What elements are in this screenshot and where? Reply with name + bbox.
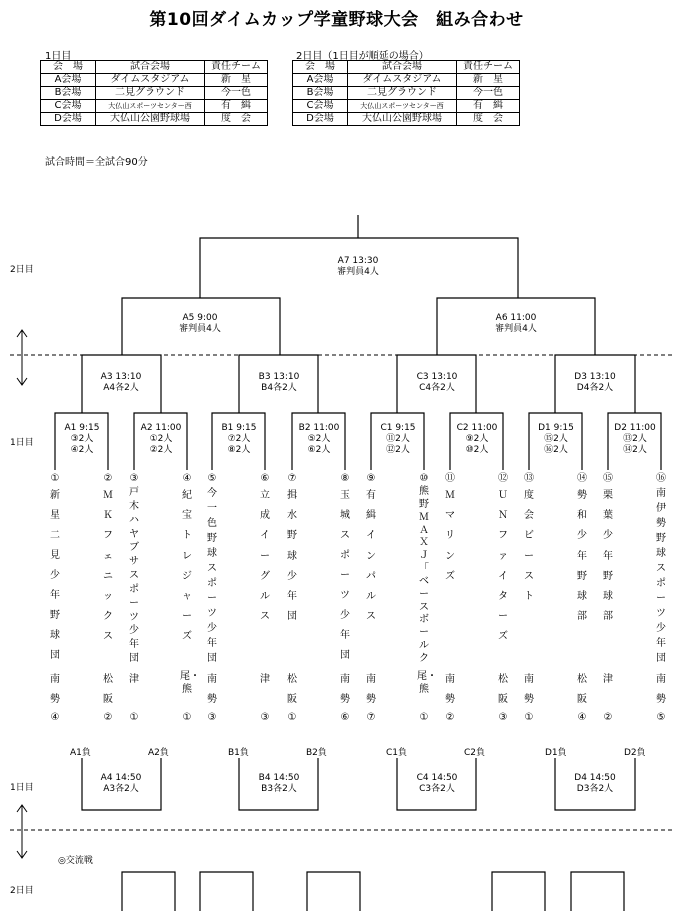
team-region: 南勢 — [656, 674, 666, 705]
match-A5: A5 9:00 審判員4人 — [179, 313, 221, 334]
header-team: 責任チーム — [457, 61, 520, 74]
venue-cell: D会場 — [293, 113, 348, 126]
team-cell: 新 星 — [457, 74, 520, 87]
day2-table-caption: 2日目（1日目が順延の場合） — [296, 51, 429, 62]
loser-label: D1負 — [545, 748, 567, 758]
loser-label: D2負 — [624, 748, 646, 758]
day-label-1: 1日目 — [10, 783, 34, 793]
team-referee-count: ③ — [207, 712, 217, 723]
header-field: 試合会場 — [348, 61, 457, 74]
team-column — [654, 472, 668, 666]
team-region: 津 — [129, 674, 139, 685]
day-label-2: 2日目 — [10, 265, 34, 275]
field-cell: 大仏山公園野球場 — [348, 113, 457, 126]
team-number: ① — [50, 473, 60, 484]
team-column — [338, 472, 352, 666]
team-name: 勢 和 少 年 野 球 部 — [577, 490, 587, 623]
team-cell: 新 星 — [205, 74, 268, 87]
team-number: ③ — [129, 473, 139, 484]
team-region: 松阪 — [103, 674, 113, 705]
loser-label: C2負 — [464, 748, 486, 758]
team-column — [127, 472, 141, 666]
team-region: 南勢 — [50, 674, 60, 705]
match-A2: A2 11:00 ①2人 ②2人 — [140, 423, 182, 455]
team-referee-count: ① — [524, 712, 534, 723]
team-name: 今 一 色 野 球 ス ポ ー ツ 少 年 団 — [207, 488, 217, 664]
loser-label: B2負 — [306, 748, 327, 758]
match-A7: A7 13:30 審判員4人 — [337, 256, 379, 277]
team-number: ⑭ — [577, 473, 587, 484]
team-referee-count: ① — [419, 712, 429, 723]
match-C4: C4 14:50 C3各2人 — [416, 773, 458, 794]
team-region: 松阪 — [498, 674, 508, 705]
match-D2: D2 11:00 ⑬2人 ⑭2人 — [614, 423, 656, 455]
exchange-games-label: ◎交流戦 — [58, 856, 93, 866]
field-cell: 大仏山スポーツセンター西 — [348, 100, 457, 113]
team-referee-count: ② — [603, 712, 613, 723]
match-A4: A4 14:50 A3各2人 — [100, 773, 142, 794]
team-referee-count: ① — [129, 712, 139, 723]
match-A6: A6 11:00 審判員4人 — [495, 313, 537, 334]
team-region: 松阪 — [287, 674, 297, 705]
field-cell: 大仏山公園野球場 — [96, 113, 205, 126]
venue-cell: D会場 — [41, 113, 96, 126]
team-name: 揖 水 野 球 少 年 団 — [287, 490, 297, 623]
team-name: 玉 城 ス ポ ー ツ 少 年 団 — [340, 490, 350, 661]
team-column — [364, 472, 378, 627]
match-B1: B1 9:15 ⑦2人 ⑧2人 — [221, 423, 257, 455]
header-venue: 会 場 — [293, 61, 348, 74]
team-column — [522, 472, 536, 607]
venue-cell: A会場 — [41, 74, 96, 87]
team-referee-count: ⑦ — [366, 712, 376, 723]
team-cell: 今一色 — [205, 87, 268, 100]
match-D3: D3 13:10 D4各2人 — [574, 372, 616, 393]
match-A3: A3 13:10 A4各2人 — [100, 372, 142, 393]
team-number: ② — [103, 473, 113, 484]
team-region: 津 — [603, 674, 613, 685]
team-name: 有 緝 イ ン パ ル ス — [366, 490, 376, 623]
match-A1: A1 9:15 ③2人 ④2人 — [64, 423, 100, 455]
day-label-1: 1日目 — [10, 438, 34, 448]
venue-cell: B会場 — [41, 87, 96, 100]
team-cell: 今一色 — [457, 87, 520, 100]
team-column — [48, 472, 62, 666]
team-name: 立 成 イ ー グ ル ス — [260, 490, 270, 623]
loser-label: B1負 — [228, 748, 249, 758]
loser-label: C1負 — [386, 748, 408, 758]
game-duration: 試合時間＝全試合90分 — [45, 157, 148, 168]
team-referee-count: ③ — [260, 712, 270, 723]
team-region: 津 — [260, 674, 270, 685]
team-region: 南勢 — [445, 674, 455, 705]
team-referee-count: ① — [287, 712, 297, 723]
team-cell: 度 会 — [205, 113, 268, 126]
venue-cell: A会場 — [293, 74, 348, 87]
team-referee-count: ⑤ — [656, 712, 666, 723]
team-number: ⑮ — [603, 473, 613, 484]
team-cell: 有 緝 — [205, 100, 268, 113]
team-referee-count: ④ — [577, 712, 587, 723]
header-team: 責任チーム — [205, 61, 268, 74]
team-number: ⑯ — [656, 473, 666, 484]
day1-table-caption: 1日目 — [45, 51, 72, 62]
team-name: 新 星 二 見 少 年 野 球 団 — [50, 490, 60, 661]
team-column — [101, 472, 115, 648]
team-name: Ｕ Ｎ フ ァ イ タ ー ズ — [498, 490, 508, 643]
team-region: 尾・熊 — [417, 671, 437, 696]
team-number: ⑩ — [419, 473, 429, 484]
team-referee-count: ③ — [498, 712, 508, 723]
day-label-2: 2日目 — [10, 886, 34, 896]
venue-cell: C会場 — [293, 100, 348, 113]
team-column — [575, 472, 589, 627]
team-region: 南勢 — [207, 674, 217, 705]
team-region: 南勢 — [366, 674, 376, 705]
team-column — [601, 472, 615, 627]
team-number: ⑫ — [498, 473, 508, 484]
loser-label: A2負 — [148, 748, 169, 758]
match-C2: C2 11:00 ⑨2人 ⑩2人 — [456, 423, 498, 455]
team-referee-count: ② — [445, 712, 455, 723]
match-B2: B2 11:00 ⑤2人 ⑥2人 — [298, 423, 340, 455]
team-column — [285, 472, 299, 627]
team-number: ⑦ — [287, 473, 297, 484]
team-column — [258, 472, 272, 627]
team-region: 南勢 — [340, 674, 350, 705]
team-name: 栗 葉 少 年 野 球 部 — [603, 490, 613, 623]
match-B4: B4 14:50 B3各2人 — [258, 773, 300, 794]
team-number: ④ — [182, 473, 192, 484]
team-column — [205, 472, 219, 666]
team-name: 度 会 ビ ー ス ト — [524, 490, 534, 602]
team-number: ⑪ — [445, 473, 455, 484]
team-cell: 有 緝 — [457, 100, 520, 113]
team-name: 紀 宝 ト レ ジ ャ ー ズ — [182, 490, 192, 643]
team-region: 南勢 — [524, 674, 534, 705]
team-name: 南 伊 勢 野 球 ス ポ ー ツ 少 年 団 — [656, 488, 666, 664]
field-cell: 二見グラウンド — [348, 87, 457, 100]
venue-cell: B会場 — [293, 87, 348, 100]
loser-label: A1負 — [70, 748, 91, 758]
team-name: Ｍ マ リ ン ズ — [445, 490, 455, 582]
match-C3: C3 13:10 C4各2人 — [416, 372, 458, 393]
team-number: ⑥ — [260, 473, 270, 484]
field-cell: ダイムスタジアム — [96, 74, 205, 87]
venue-cell: C会場 — [41, 100, 96, 113]
team-column — [443, 472, 457, 587]
field-cell: ダイムスタジアム — [348, 74, 457, 87]
team-name: 熊 野 Ｍ Ａ Ｘ Ｊ 「 ベ ー ス ボ ー ル ク — [419, 486, 429, 664]
team-referee-count: ④ — [50, 712, 60, 723]
header-field: 試合会場 — [96, 61, 205, 74]
field-cell: 大仏山スポーツセンター西 — [96, 100, 205, 113]
team-referee-count: ⑥ — [340, 712, 350, 723]
team-number: ⑬ — [524, 473, 534, 484]
team-column — [417, 472, 431, 666]
team-name: 戸 木 ハ ヤ ブ サ ス ポ ー ツ 少 年 団 — [129, 487, 139, 665]
team-region: 尾・熊 — [180, 671, 200, 696]
team-column — [496, 472, 510, 648]
team-name: Ｍ Ｋ フ ェ ニ ッ ク ス — [103, 490, 113, 643]
match-D1: D1 9:15 ⑮2人 ⑯2人 — [538, 423, 574, 455]
match-C1: C1 9:15 ⑪2人 ⑫2人 — [380, 423, 416, 455]
match-B3: B3 13:10 B4各2人 — [258, 372, 300, 393]
team-region: 松阪 — [577, 674, 587, 705]
match-D4: D4 14:50 D3各2人 — [574, 773, 616, 794]
team-referee-count: ① — [182, 712, 192, 723]
team-referee-count: ② — [103, 712, 113, 723]
field-cell: 二見グラウンド — [96, 87, 205, 100]
team-number: ⑨ — [366, 473, 376, 484]
team-number: ⑧ — [340, 473, 350, 484]
header-venue: 会 場 — [41, 61, 96, 74]
team-number: ⑤ — [207, 473, 217, 484]
team-cell: 度 会 — [457, 113, 520, 126]
team-column — [180, 472, 194, 648]
page-title: 第10回ダイムカップ学童野球大会 組み合わせ — [149, 10, 524, 30]
